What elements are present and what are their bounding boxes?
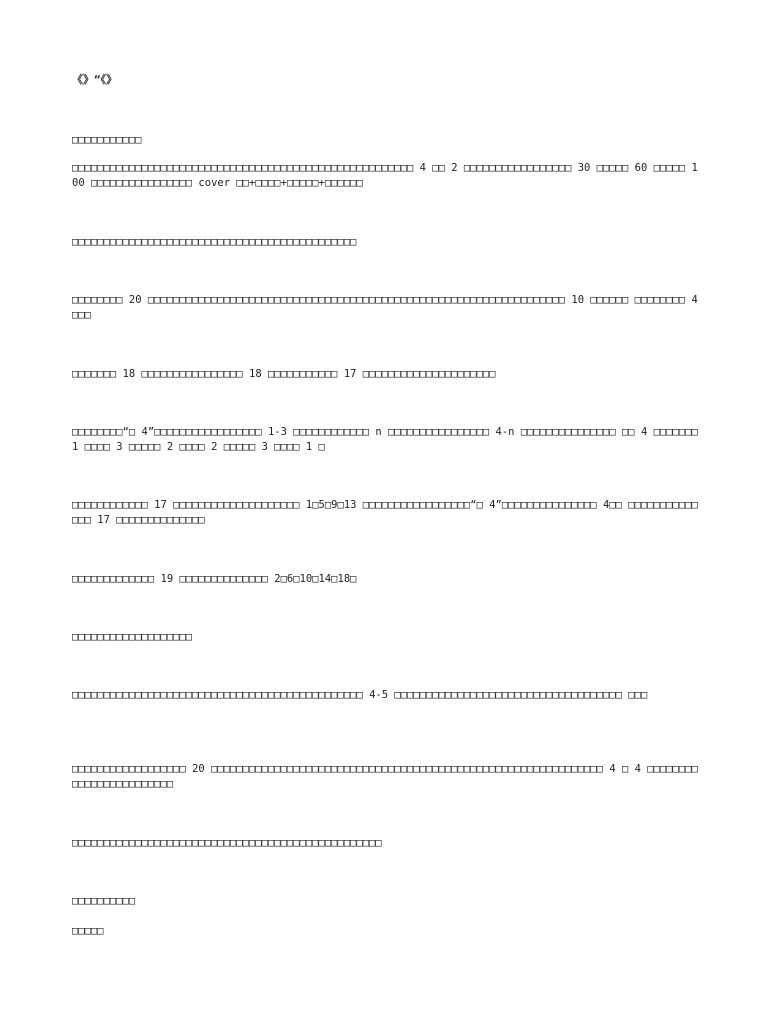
paragraph: □□□□□□□□□□□□□□□□□□□□□□□□□□□□□□□□□□□□□□□□□□□□□□□□□ [72, 837, 382, 849]
paragraph: □□□□□□□□□□□□□□□□□□□□□□□□□□□□□□□□□□□□□□□□□□□□□□ 4-5 □□□□□□□□□□□□□□□□□□□□□□□□□□□□□□□□□□□□ □□□ [72, 689, 648, 701]
paragraph: □□□□□□□□“□ 4”□□□□□□□□□□□□□□□□□ 1-3 □□□□□□□□□□□□ n □□□□□□□□□□□□□□□□ 4-n □□□□□□□□□□□□□□□ □□ 4 □□□□□□□ 1 □□□□ 3 □□□□□ 2 □□□□ 2 □□□□□ 3 □□□□ 1 □ [72, 426, 705, 453]
document-title: 《》“《》 [72, 73, 118, 86]
section-heading: □□□□□□□□□□ [72, 895, 136, 907]
paragraph: □□□□□□□□□□□□□□□□□□□□□□□□□□□□□□□□□□□□□□□□□□□□□ [72, 236, 357, 248]
paragraph: □□□□□□□□□□□□□□□□□□□□□□□□□□□□□□□□□□□□□□□□□□□□□□□□□□□□□□ 4 □□ 2 □□□□□□□□□□□□□□□□□ 30 □□□□□ 60 □□□□□ 100 □□□□□□□□□□□□□□□□ cover □□+□□□□+□□□□□+□□□□□□ [72, 162, 698, 189]
paragraph: □□□□□□□ 18 □□□□□□□□□□□□□□□□ 18 □□□□□□□□□□□ 17 □□□□□□□□□□□□□□□□□□□□□ [72, 368, 496, 380]
paragraph: □□□□□□□□□□□□□ 19 □□□□□□□□□□□□□□ 2□6□10□14□18□ [72, 573, 357, 585]
paragraph: □□□□□□□□□□□□□□□□□□ 20 □□□□□□□□□□□□□□□□□□□□□□□□□□□□□□□□□□□□□□□□□□□□□□□□□□□□□□□□□□□□□□ 4 □ 4 □□□□□□□□□□□□□□□□□□□□□□□□ [72, 763, 698, 790]
paragraph: □□□□□ [72, 925, 104, 937]
paragraph: □□□□□□□□ 20 □□□□□□□□□□□□□□□□□□□□□□□□□□□□□□□□□□□□□□□□□□□□□□□□□□□□□□□□□□□□□□□□□□ 10 □□□□□□ □□□□□□□□ 4 □□□ [72, 294, 705, 321]
section-heading: □□□□□□□□□□□ [72, 134, 142, 146]
paragraph: □□□□□□□□□□□□□□□□□□□ [72, 631, 193, 643]
paragraph: □□□□□□□□□□□□ 17 □□□□□□□□□□□□□□□□□□□□ 1□5□9□13 □□□□□□□□□□□□□□□□□“□ 4”□□□□□□□□□□□□□□□ 4□□ □□□□□□□□□□□□□□ 17 □□□□□□□□□□□□□□ [72, 499, 698, 526]
